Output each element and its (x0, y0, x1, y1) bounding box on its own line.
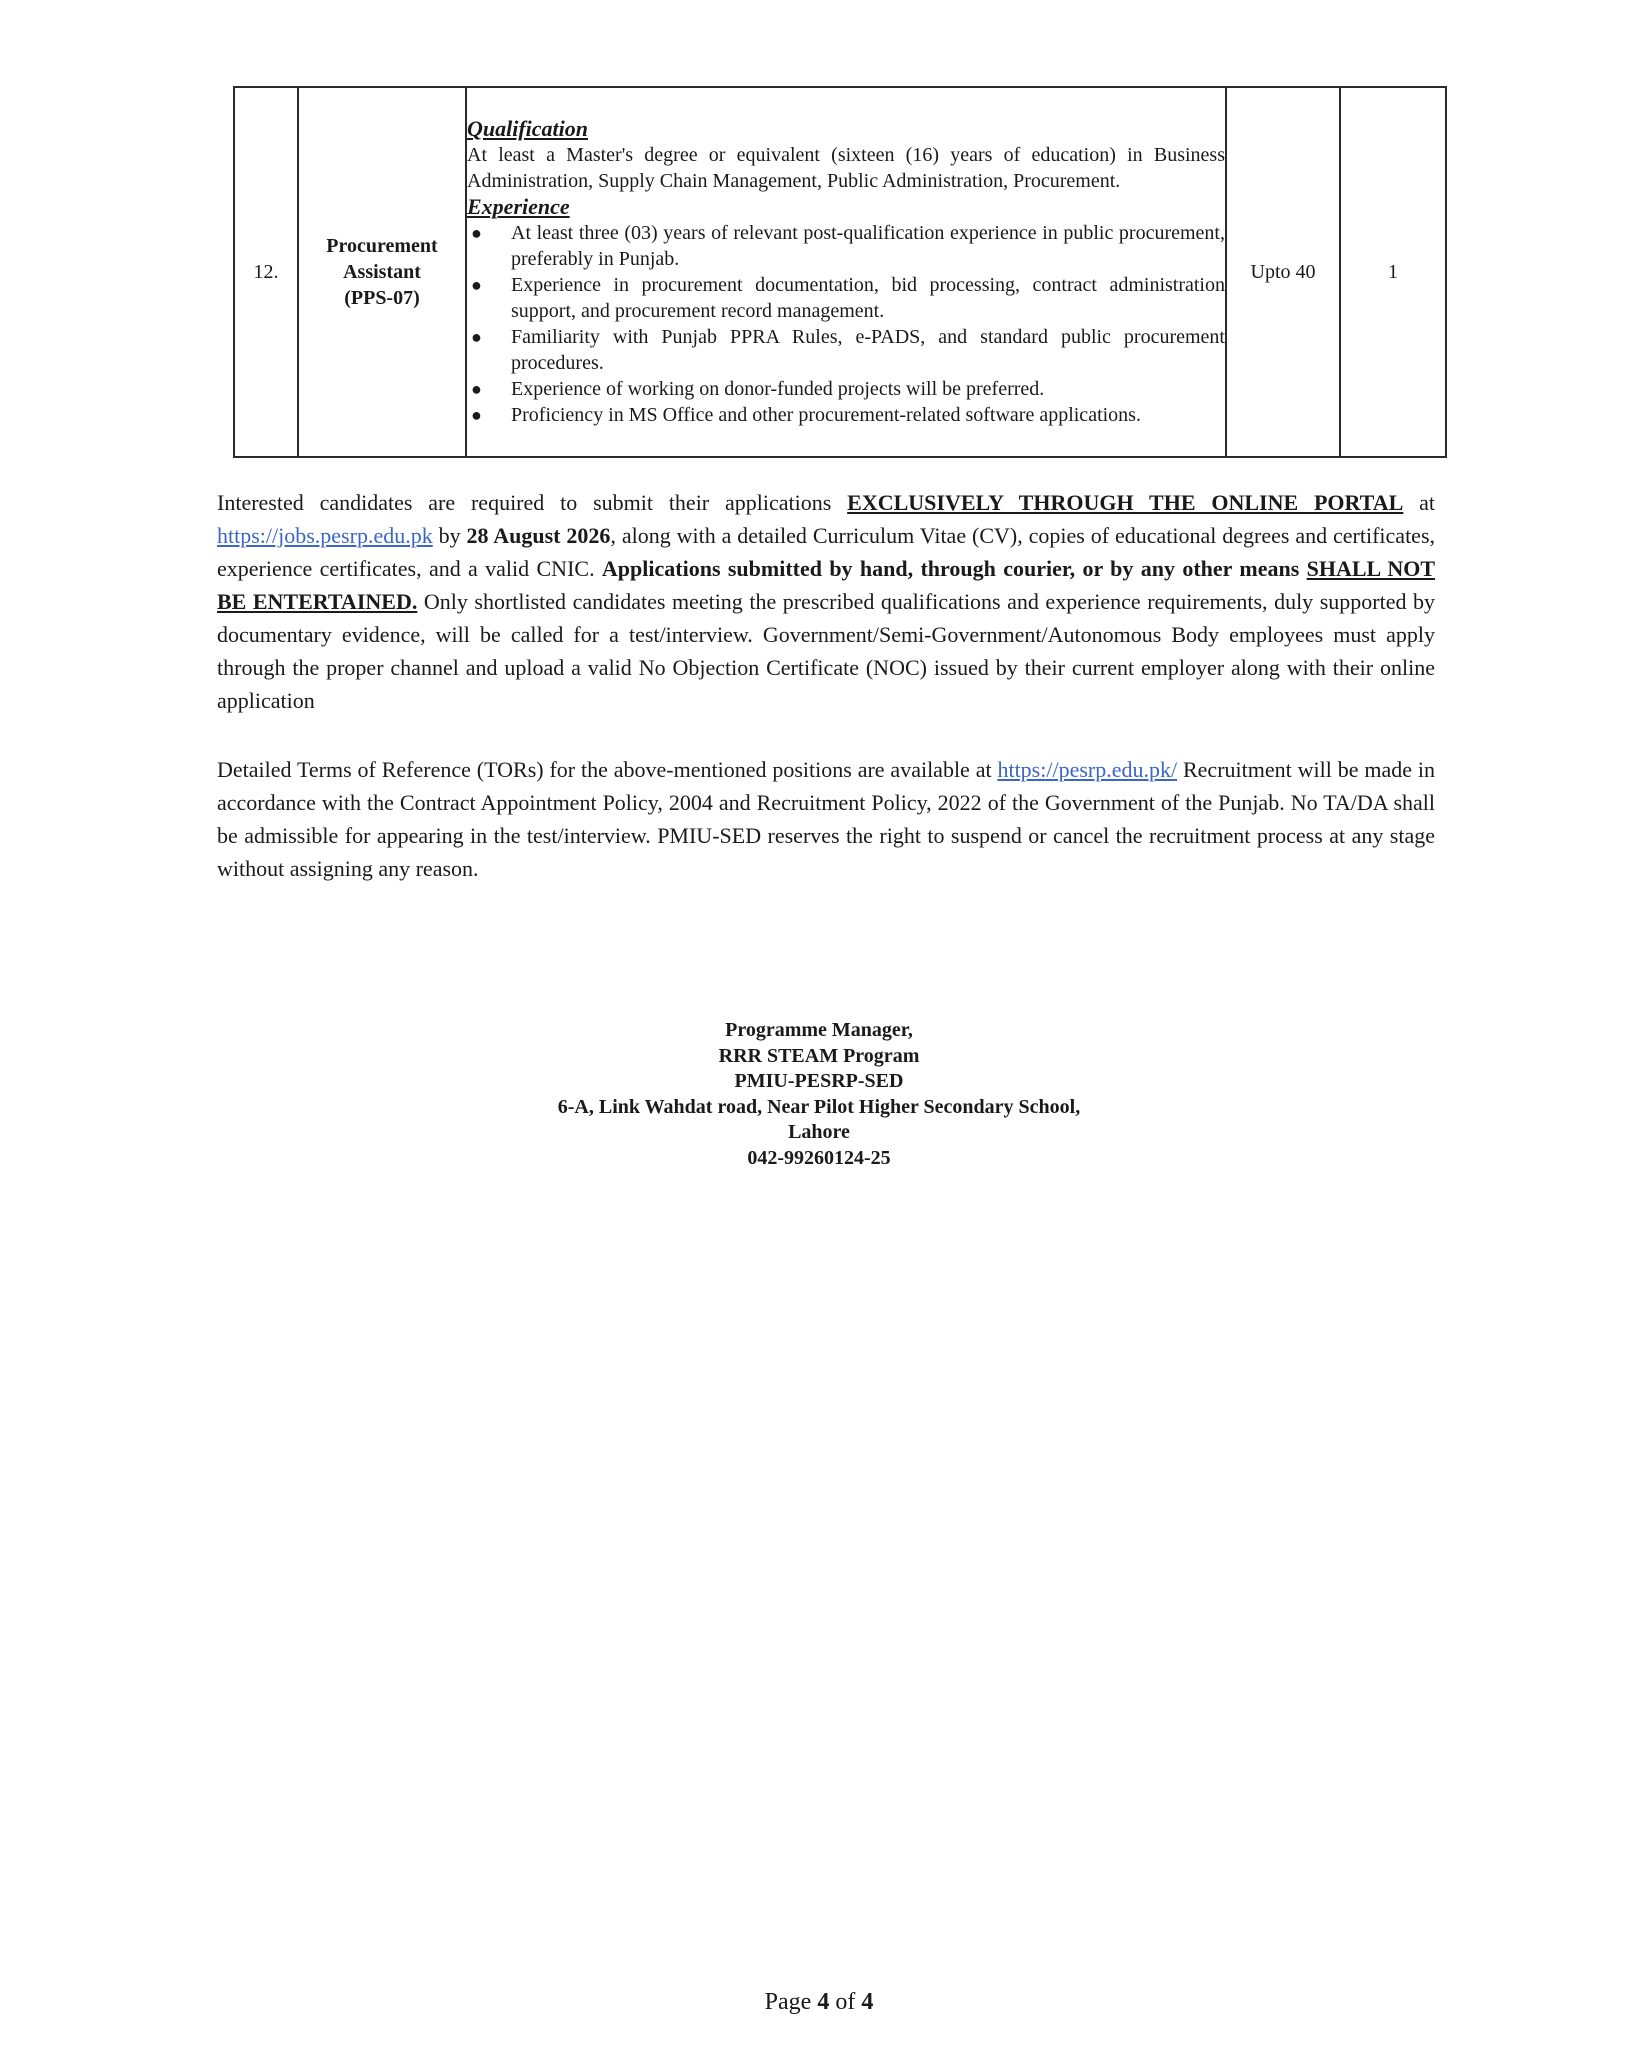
city-name: Lahore (788, 1121, 850, 1143)
serial-number: 12. (253, 261, 279, 283)
positions-count: 1 (1388, 261, 1398, 283)
text-span: Detailed Terms of Reference (TORs) for the above-mentioned positions are available at (217, 757, 998, 782)
text-span: Recruitment will be made in accordance with the Contract Appointment Policy, 2004 and Recruitment Policy, 2022 of the Government of the Punjab. No TA/DA shall be admissible for appearing in the test/interview. PMIU-SED reserves the right to suspend or cancel the recruitment process at any stage without assigning any reason. (217, 757, 1435, 881)
bullet-icon: ● (471, 275, 482, 295)
requirements-cell (466, 87, 1226, 457)
page-label: Page (764, 1989, 818, 2015)
bullet-icon: ● (471, 327, 482, 347)
signature-block (0, 1018, 1638, 1171)
list-item (467, 402, 1225, 428)
text-span: at (1403, 490, 1435, 515)
pesrp-website-link[interactable]: https://pesrp.edu.pk/ (997, 757, 1178, 782)
experience-item: At least three (03) years of relevant post-qualification experience in public procurement, preferably in Punjab. (511, 222, 1225, 270)
page-number-footer (0, 1987, 1638, 2017)
text-span: Only shortlisted candidates meeting the prescribed qualifications and experience requirements, duly supported by documentary evidence, will be called for a test/interview. Government/Semi-Government/Autonomous Body employees must apply through the proper channel and upload a valid No Objection Certificate (NOC) issued by their current employer along with their online application (217, 589, 1435, 713)
qualification-text: At least a Master's degree or equivalent (sixteen (16) years of education) in Business Administration, Supply Chain Management, Public Administration, Procurement. (467, 144, 1225, 192)
vacancy-table (233, 86, 1447, 458)
experience-heading: Experience (467, 194, 570, 219)
bullet-icon: ● (471, 223, 482, 243)
address-line: 6-A, Link Wahdat road, Near Pilot Higher Secondary School, (557, 1095, 1081, 1118)
experience-item: Experience in procurement documentation, bid processing, contract administration support, and procurement record management. (511, 274, 1225, 322)
submission-warning: Applications submitted by hand, through courier, or by any other means (601, 556, 1307, 581)
list-item (467, 220, 1225, 272)
table-row (234, 87, 1446, 457)
online-portal-emphasis: EXCLUSIVELY THROUGH THE ONLINE PORTAL (847, 490, 1404, 515)
signatory-title: Programme Manager, (725, 1019, 913, 1041)
organization-name: PMIU-PESRP-SED (734, 1070, 904, 1092)
post-title-cell (298, 87, 466, 457)
post-scale: (PPS-07) (344, 287, 420, 309)
text-span: Interested candidates are required to submit their applications (217, 490, 848, 515)
terms-of-reference-paragraph (217, 753, 1435, 885)
bullet-icon: ● (471, 405, 482, 425)
bullet-icon: ● (471, 379, 482, 399)
post-title-line: Assistant (343, 261, 421, 283)
application-instructions-paragraph (217, 486, 1435, 717)
of-label: of (829, 1989, 862, 2015)
experience-item: Experience of working on donor-funded projects will be preferred. (511, 378, 1045, 400)
qualification-heading: Qualification (467, 116, 589, 141)
serial-number-cell (234, 87, 298, 457)
jobs-portal-link[interactable]: https://jobs.pesrp.edu.pk (217, 523, 433, 548)
list-item (467, 272, 1225, 324)
not-entertained-emphasis: SHALL NOT BE ENTERTAINED. (217, 556, 1436, 614)
age-limit-cell (1226, 87, 1340, 457)
list-item (467, 324, 1225, 376)
text-span: by (432, 523, 467, 548)
list-item (467, 376, 1225, 402)
deadline-date: 28 August 2026 (466, 523, 611, 548)
program-name: RRR STEAM Program (718, 1044, 920, 1067)
post-title-line: Procurement (326, 235, 438, 257)
experience-item: Familiarity with Punjab PPRA Rules, e-PADS, and standard public procurement procedures. (511, 326, 1225, 374)
text-span: , along with a detailed Curriculum Vitae (CV), copies of educational degrees and certificates, experience certificates, and a valid CNIC. (217, 523, 1436, 581)
positions-cell (1340, 87, 1446, 457)
current-page: 4 (817, 1989, 830, 2015)
experience-list (467, 220, 1225, 428)
age-limit: Upto 40 (1250, 261, 1316, 283)
experience-item: Proficiency in MS Office and other procurement-related software applications. (511, 404, 1141, 426)
total-pages: 4 (861, 1989, 874, 2015)
phone-number: 042-99260124-25 (747, 1146, 891, 1169)
